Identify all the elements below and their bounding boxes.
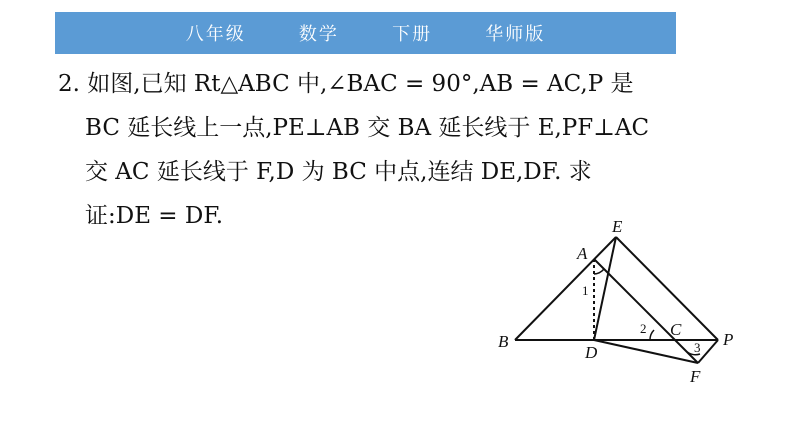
label-C: C: [670, 320, 682, 339]
label-P: P: [723, 330, 734, 349]
header-title: 八年级 数学 下册 华师版: [185, 24, 546, 45]
segment-AF: [594, 259, 698, 363]
segment-PF: [698, 340, 718, 363]
label-B: B: [498, 332, 509, 351]
label-D: D: [585, 343, 598, 362]
angle-1-arc: [594, 269, 604, 274]
problem-line-1: 2. 如图,已知 Rt△ABC 中,∠BAC = 90°,AB = AC,P 是: [58, 71, 634, 97]
label-E: E: [612, 217, 623, 236]
problem-line-3: 交 AC 延长线于 F,D 为 BC 中点,连结 DE,DF. 求: [85, 159, 592, 185]
segment-BE: [515, 237, 616, 340]
angle-label-3: 3: [694, 340, 701, 355]
problem-line-4: 证:DE = DF.: [85, 203, 223, 229]
problem-line-2: BC 延长线上一点,PE⊥AB 交 BA 延长线于 E,PF⊥AC: [85, 115, 650, 141]
segment-PE: [616, 237, 718, 340]
angle-label-1: 1: [582, 283, 589, 298]
segment-DF: [594, 340, 698, 363]
geometry-figure: [490, 212, 740, 392]
header-bar: [55, 12, 676, 54]
label-F: F: [690, 367, 701, 386]
angle-2-arc: [650, 330, 654, 340]
segment-DE: [594, 237, 616, 340]
angle-label-2: 2: [640, 321, 647, 336]
label-A: A: [577, 244, 588, 263]
